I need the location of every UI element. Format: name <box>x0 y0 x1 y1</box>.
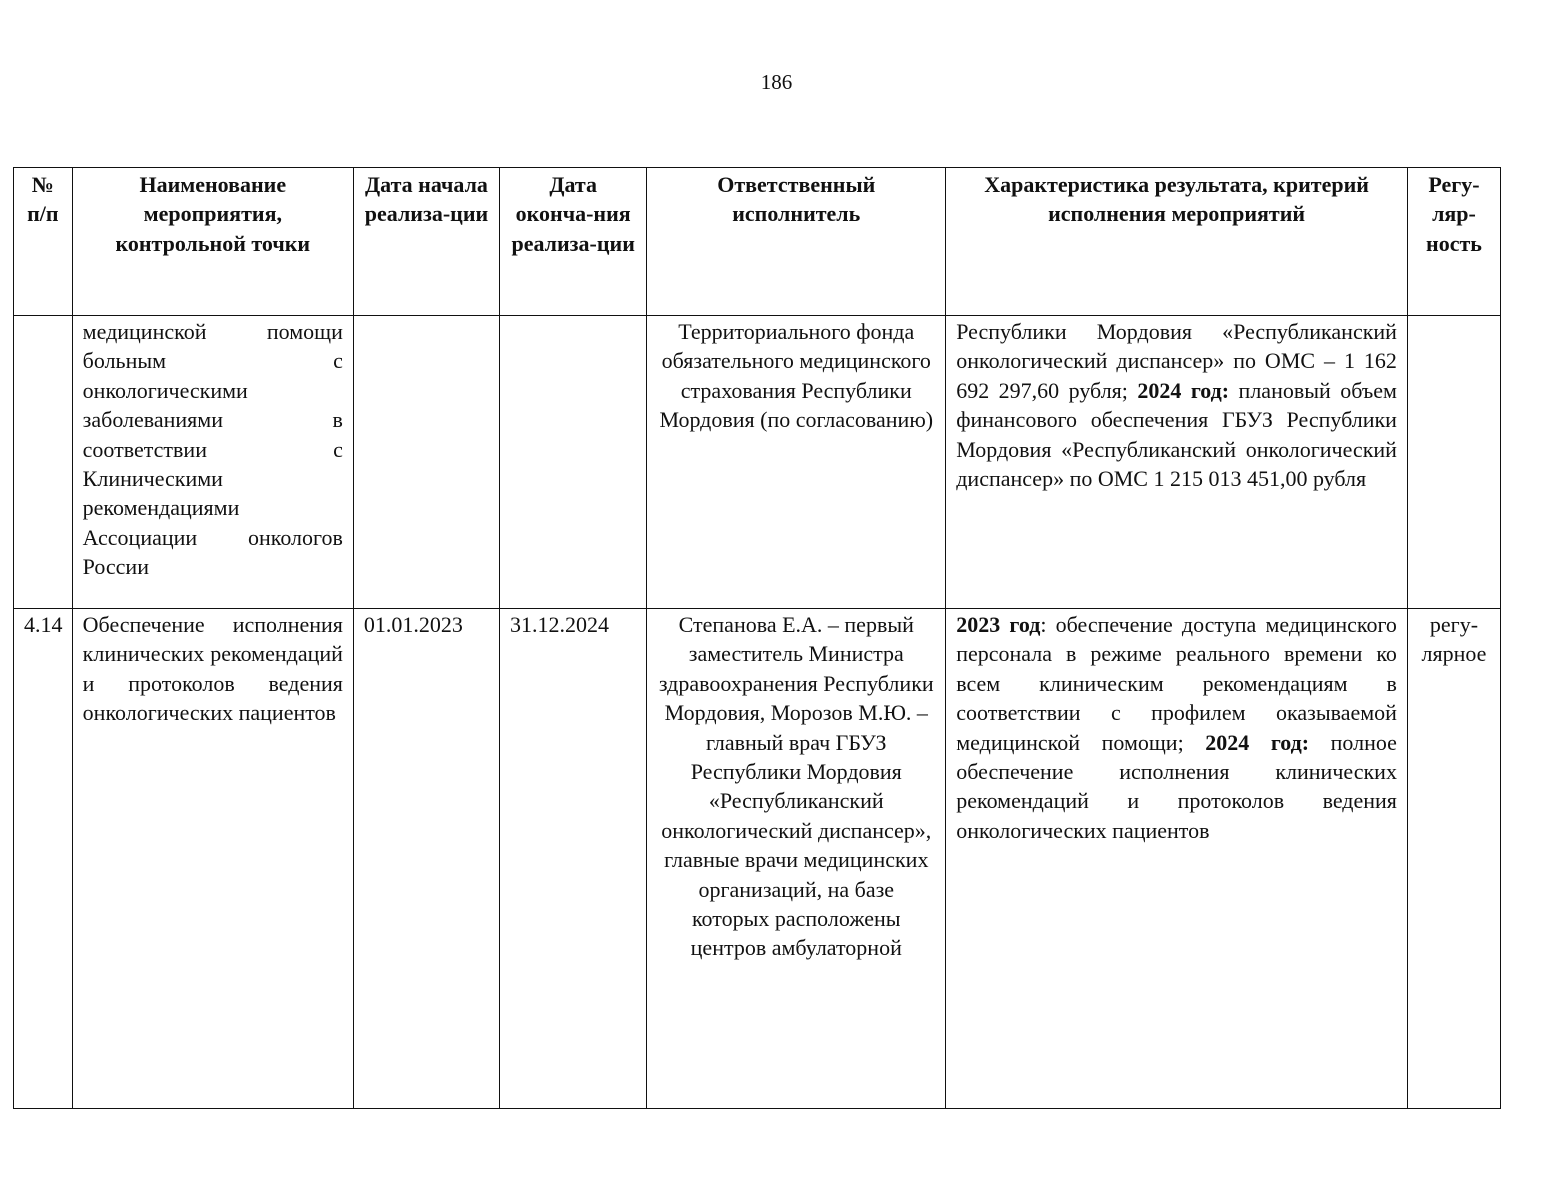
cell-regularity <box>1407 316 1500 609</box>
activities-table <box>13 167 1501 1109</box>
header-regularity: Регу-ляр-ность <box>1407 168 1500 316</box>
header-end-date: Дата оконча-ния реализа-ции <box>500 168 647 316</box>
characteristic-text-2: полное обеспечение исполнения клинических рекомендаций и протоколов ведения онкологических пациентов <box>956 729 1397 843</box>
cell-end-date <box>500 316 647 609</box>
header-name: Наименование мероприятия, контрольной точки <box>72 168 353 316</box>
characteristic-year-2024: 2024 год: <box>1137 377 1230 403</box>
table-row <box>14 316 1501 609</box>
cell-characteristic <box>946 316 1408 609</box>
cell-name: медицинской помощи больным с онкологическими заболеваниями в соответствии с Клиническими рекомендациями Ассоциации онкологов России <box>72 316 353 609</box>
header-start-date: Дата начала реализа-ции <box>353 168 499 316</box>
cell-num: 4.14 <box>14 609 73 1109</box>
characteristic-text-2: плановый объем финансового обеспечения ГБУЗ Республики Мордовия «Республиканский онкологический диспансер» по ОМС 1 215 013 451,00 рубля <box>956 377 1397 492</box>
cell-responsible: Степанова Е.А. – первый заместитель Министра здравоохранения Республики Мордовия, Морозов М.Ю. – главный врач ГБУЗ Республики Мордовия «Республиканский онкологический диспансер», главные врачи медицинских организаций, на базе которых расположены центров амбулаторной <box>647 609 946 1109</box>
characteristic-text-1: : обеспечение доступа медицинского персонала в режиме реального времени ко всем клиническим рекомендациям в соответствии с профилем оказываемой медицинской помощи; <box>956 612 1397 755</box>
header-responsible: Ответственный исполнитель <box>647 168 946 316</box>
cell-num <box>14 316 73 609</box>
characteristic-text-1: Республики Мордовия «Республиканский онкологический диспансер» по ОМС – 1 162 692 297,60 рубля; <box>956 319 1397 403</box>
cell-start-date: 01.01.2023 <box>353 609 499 1109</box>
header-num: № п/п <box>14 168 73 316</box>
table-row <box>14 609 1501 1109</box>
page-number: 186 <box>760 70 793 94</box>
cell-end-date: 31.12.2024 <box>500 609 647 1109</box>
table-header-row <box>14 168 1501 316</box>
characteristic-year-2023: 2023 год <box>956 612 1041 637</box>
cell-name: Обеспечение исполнения клинических рекомендаций и протоколов ведения онкологических пациентов <box>72 609 353 1109</box>
characteristic-year-2024: 2024 год: <box>1205 729 1310 755</box>
header-characteristic: Характеристика результата, критерий исполнения мероприятий <box>946 168 1408 316</box>
cell-responsible: Территориального фонда обязательного медицинского страхования Республики Мордовия (по согласованию) <box>647 316 946 609</box>
cell-regularity: регу-лярное <box>1407 609 1500 1109</box>
cell-characteristic <box>946 609 1408 1109</box>
cell-start-date <box>353 316 499 609</box>
